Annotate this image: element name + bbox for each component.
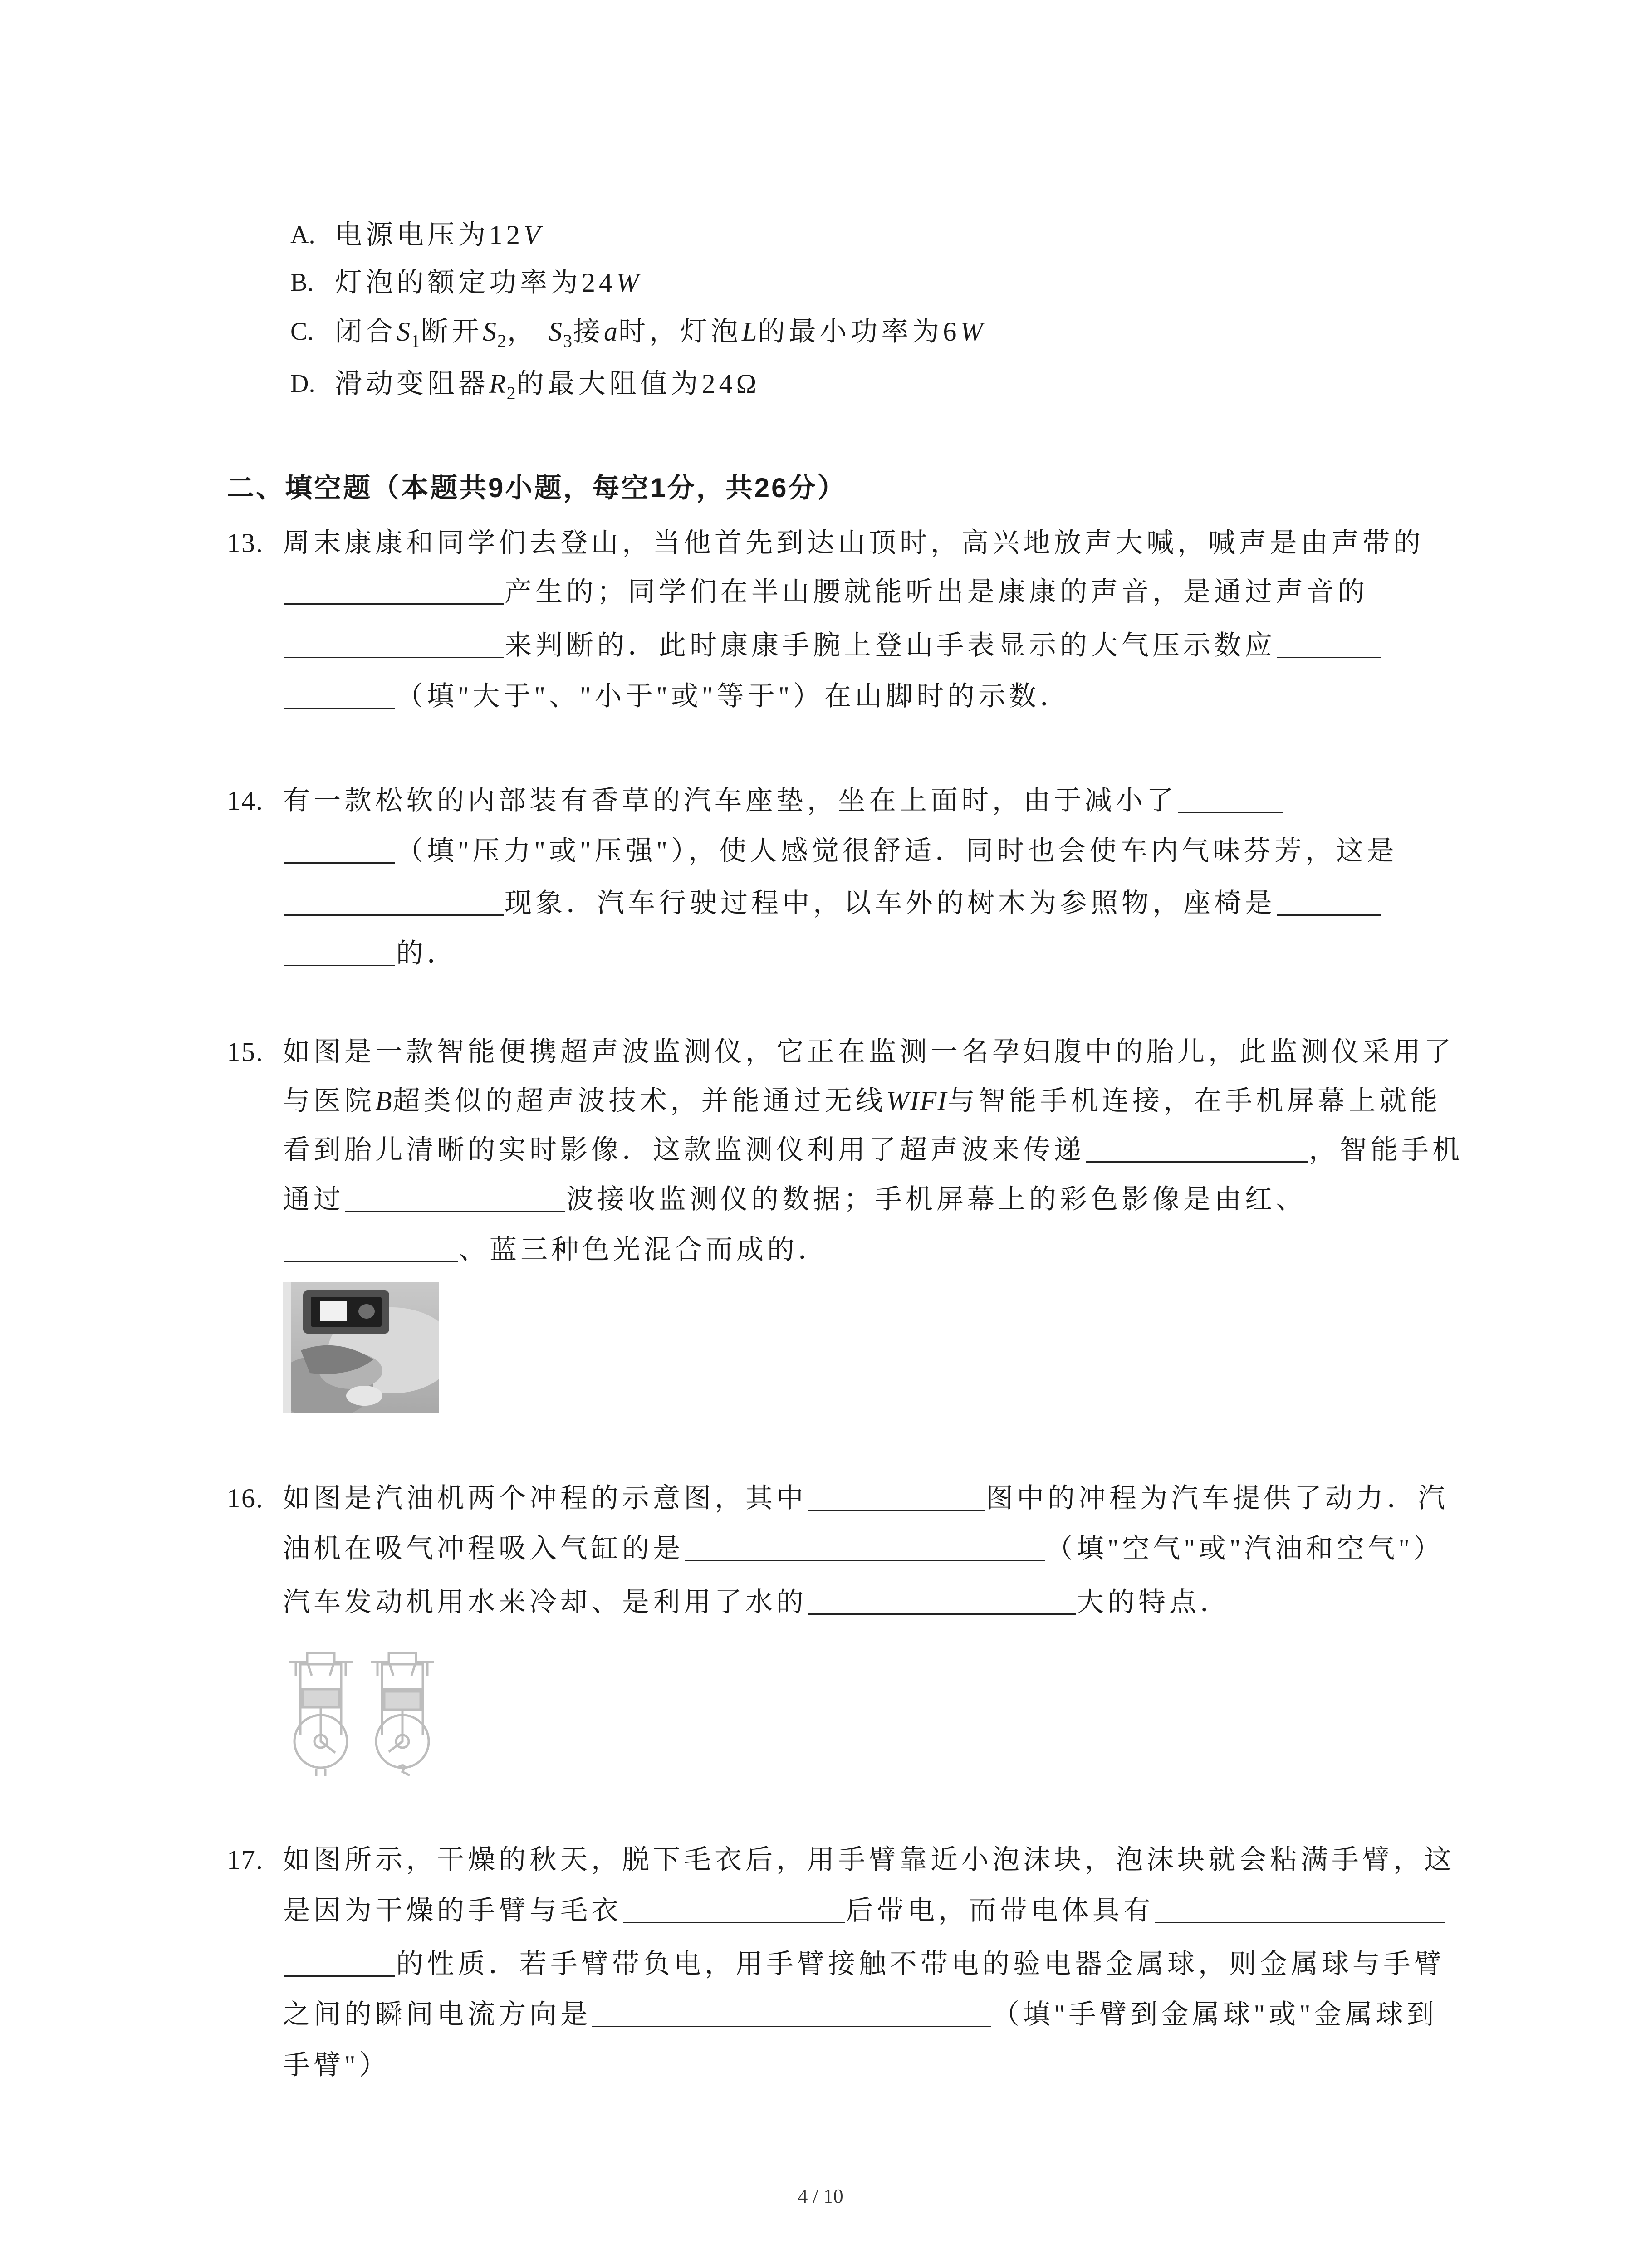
answer-blank[interactable] [592, 1999, 991, 2027]
answer-blank-continued[interactable] [284, 1949, 395, 1977]
option-letter: C. [290, 318, 314, 346]
answer-blank[interactable] [1155, 1896, 1445, 1923]
question-line: 油机在吸气冲程吸入气缸的是 （填"空气"或"汽油和空气"） [283, 1534, 1444, 1564]
question-line: 的性质．若手臂带负电，用手臂接触不带电的验电器金属球，则金属球与手臂 [283, 1946, 1445, 1982]
engine-stroke-diagram [280, 1644, 446, 1778]
answer-blank[interactable] [284, 577, 504, 605]
answer-blank[interactable] [808, 1587, 1076, 1615]
option-letter: B. [290, 269, 314, 297]
question-number: 16. [227, 1483, 264, 1513]
answer-blank[interactable] [685, 1534, 1045, 1561]
question-line: 、蓝三种色光混合而成的． [283, 1232, 829, 1268]
question-line: 看到胎儿清晰的实时影像．这款监测仪利用了超声波来传递 ，智能手机 [283, 1135, 1463, 1165]
option-text: 滑动变阻器$R_2$的最大阻值为24Ω [335, 369, 760, 403]
question-number: 14. [227, 786, 264, 816]
answer-blank[interactable] [1277, 631, 1381, 658]
engine-stroke-1 [289, 1653, 353, 1776]
question-line: （填"压力"或"压强"），使人感觉很舒适．同时也会使车内气味芬芳，这是 [283, 833, 1398, 869]
ultrasound-monitor-photo [283, 1282, 439, 1413]
answer-blank-continued[interactable] [284, 938, 395, 966]
question-line: 如图是汽油机两个冲程的示意图，其中 图中的冲程为汽车提供了动力．汽 [283, 1483, 1449, 1513]
option-text: 闭合$S_1$断开$S_2$， $S_3$接a时，灯泡L的最小功率为6W [335, 317, 984, 351]
question-line: 产生的；同学们在半山腰就能听出是康康的声音，是通过声音的 [283, 574, 1368, 610]
question-line: 是因为干燥的手臂与毛衣 后带电，而带电体具有 [283, 1892, 1446, 1929]
question-line: 通过 波接收监测仪的数据；手机屏幕上的彩色影像是由红、 [283, 1184, 1307, 1214]
answer-blank[interactable] [1277, 888, 1381, 916]
option-text: 灯泡的额定功率为24W [335, 268, 640, 298]
answer-blank[interactable] [1178, 786, 1283, 813]
section-title: 二、填空题（本题共9小题，每空1分，共26分） [227, 473, 847, 503]
answer-blank[interactable] [284, 631, 504, 658]
option-text: 电源电压为12V [335, 220, 541, 250]
question-line: 周末康康和同学们去登山，当他首先到达山顶时，高兴地放声大喊，喊声是由声带的 [283, 528, 1424, 558]
question-line: 之间的瞬间电流方向是 （填"手臂到金属球"或"金属球到 [283, 1999, 1438, 2029]
answer-blank[interactable] [345, 1184, 565, 1212]
answer-blank-continued[interactable] [284, 836, 395, 864]
question-line: 如图所示，干燥的秋天，脱下毛衣后，用手臂靠近小泡沫块，泡沫块就会粘满手臂，这 [283, 1845, 1455, 1875]
question-number: 15. [227, 1037, 264, 1067]
answer-blank[interactable] [284, 1235, 458, 1262]
option-letter: A. [290, 221, 315, 249]
page-number: 4 / 10 [798, 2185, 843, 2207]
answer-blank[interactable] [808, 1483, 985, 1511]
question-line: 现象．汽车行驶过程中，以车外的树木为参照物，座椅是 [283, 885, 1382, 921]
engine-stroke-2 [371, 1653, 434, 1775]
question-line: 与医院B超类似的超声波技术，并能通过无线WIFI与智能手机连接，在手机屏幕上就能 [283, 1086, 1441, 1116]
question-number: 17. [227, 1845, 264, 1875]
option-letter: D. [290, 370, 315, 398]
answer-blank[interactable] [284, 888, 504, 916]
answer-blank[interactable] [1086, 1135, 1308, 1163]
question-number: 13. [227, 528, 264, 558]
question-line: 手臂"） [283, 2050, 390, 2080]
question-line: 有一款松软的内部装有香草的汽车座垫，坐在上面时，由于减小了 [283, 782, 1283, 819]
question-line: 如图是一款智能便携超声波监测仪，它正在监测一名孕妇腹中的胎儿，此监测仪采用了 [283, 1037, 1455, 1067]
answer-blank[interactable] [623, 1896, 845, 1923]
answer-blank-continued[interactable] [284, 681, 395, 709]
question-line: 的． [283, 935, 458, 972]
question-line: （填"大于"、"小于"或"等于"）在山脚时的示数． [283, 678, 1071, 714]
question-line: 汽车发动机用水来冷却、是利用了水的 大的特点． [283, 1587, 1231, 1617]
question-line: 来判断的．此时康康手腕上登山手表显示的大气压示数应 [283, 627, 1382, 664]
